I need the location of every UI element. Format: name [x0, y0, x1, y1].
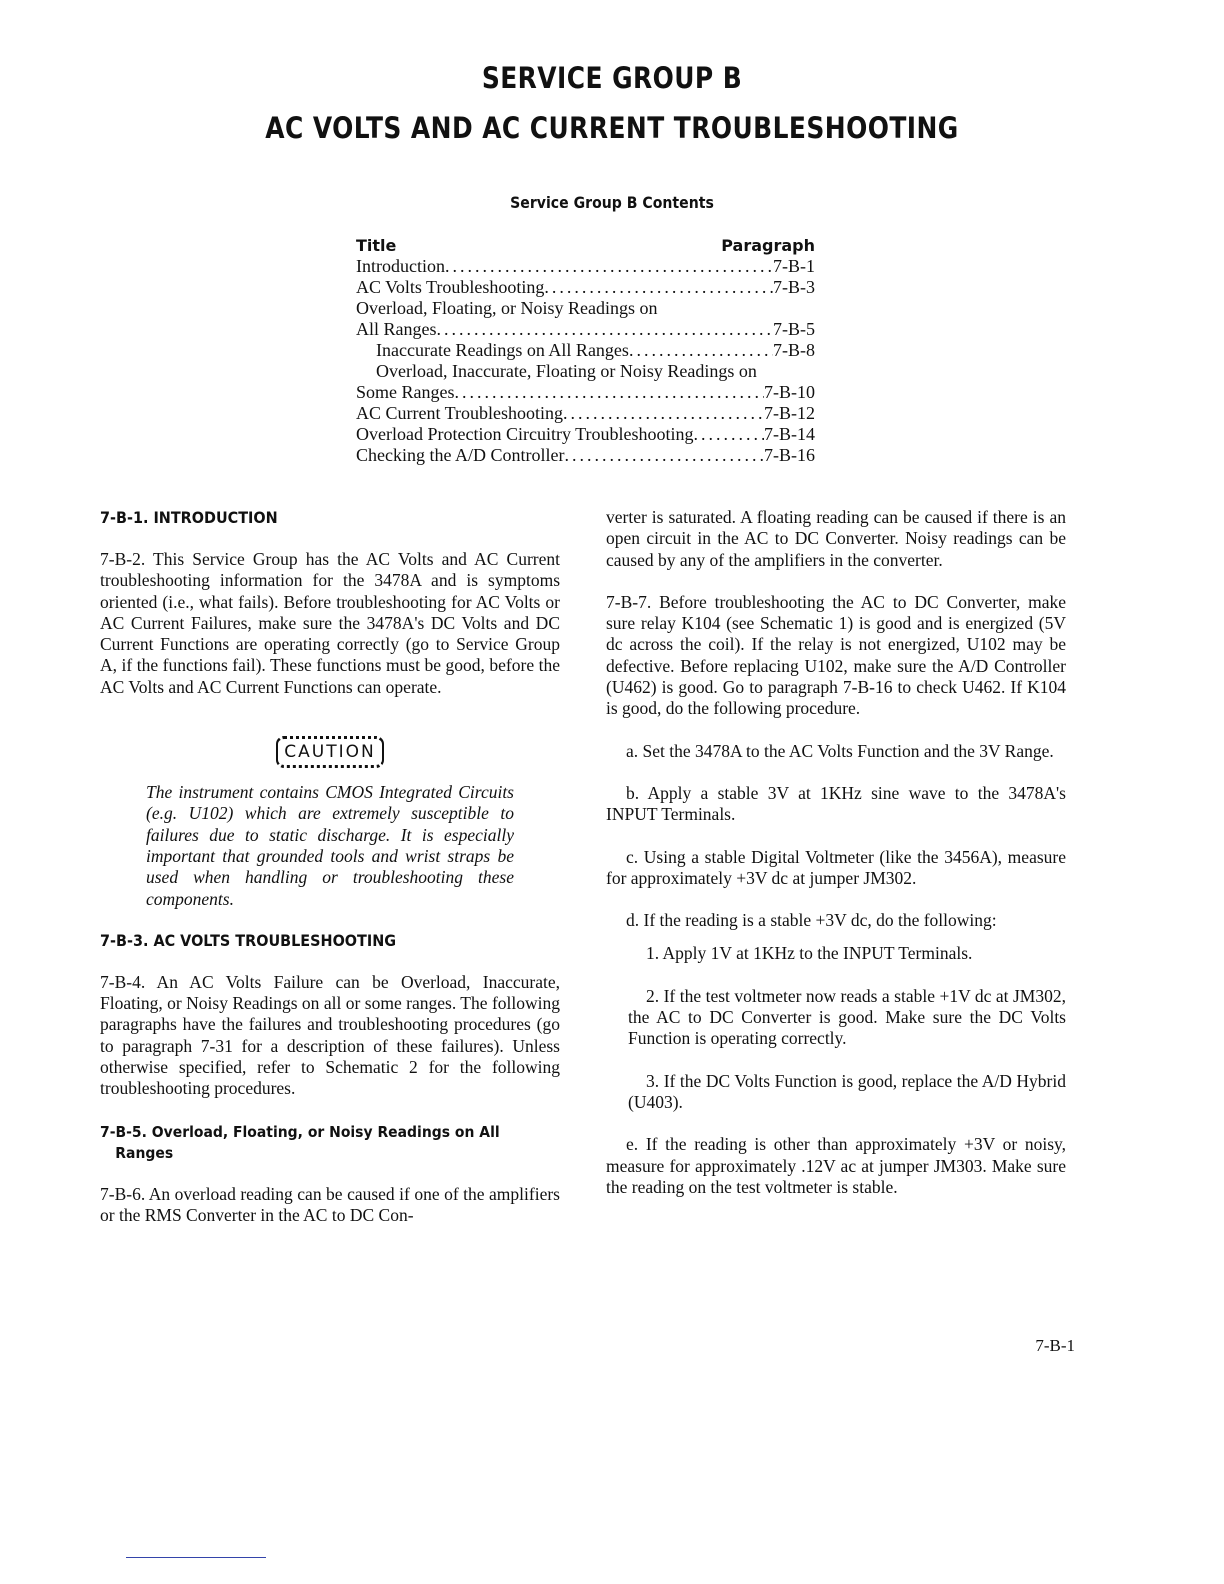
toc-row-number: 7-B-16 [764, 445, 815, 465]
page-title-line-1: SERVICE GROUP B [481, 61, 743, 95]
right-column [606, 507, 1066, 1198]
step-a: a. Set the 3478A to the AC Volts Function and the 3V Range. [626, 740, 1054, 761]
left-column [100, 507, 560, 1226]
sub-step-2: 2. If the test voltmeter now reads a stable +1V dc at JM302, the AC to DC Converter is good. Make sure the DC Volts Function is operating correctly. [628, 985, 1066, 1049]
step-e: e. If the reading is other than approximately +3V or noisy, measure for approximately .12V ac at jumper JM303. Make sure the reading on the test voltmeter is stable. [606, 1134, 1066, 1197]
paragraph-7-b-4: 7-B-4. An AC Volts Failure can be Overload, Inaccurate, Floating, or Noisy Readings on all or some ranges. The following paragraphs have the failures and troubleshooting procedures (go to paragraph 7-31 for a description of these failures). Unless otherwise specified, refer to Schematic 2 for the following troubleshooting procedures. [100, 971, 560, 1099]
toc-row-number: 7-B-1 [773, 256, 815, 276]
paragraph-continued: verter is saturated. A floating reading can be caused if there is an open circuit in the AC to DC Converter. Noisy readings can be caused by any of the amplifiers in the converter. [606, 507, 1066, 570]
toc-row-label: Overload Protection Circuitry Troubleshooting [356, 424, 694, 444]
step-c: c. Using a stable Digital Voltmeter (like the 3456A), measure for approximately +3V dc at jumper JM302. [606, 846, 1066, 888]
table-of-contents [356, 235, 815, 466]
toc-row-label: AC Volts Troubleshooting [356, 277, 545, 297]
toc-row-number: 7-B-14 [764, 424, 815, 444]
toc-row [356, 319, 815, 340]
introduction-heading: 7-B-1. INTRODUCTION [100, 508, 278, 527]
toc-title-column-header: Title [356, 236, 397, 255]
step-d: d. If the reading is a stable +3V dc, do the following: [626, 910, 997, 931]
toc-row-label: All Ranges [356, 319, 437, 339]
toc-row [356, 445, 815, 466]
toc-row-label: Introduction [356, 256, 445, 276]
toc-row-label: Checking the A/D Controller [356, 445, 565, 465]
sub-heading-line-1: 7-B-5. Overload, Floating, or Noisy Readings on All [100, 1122, 500, 1141]
toc-row-number: 7-B-5 [773, 319, 815, 339]
toc-row [356, 277, 815, 298]
toc-row-label: Some Ranges [356, 382, 455, 402]
toc-row-label: Inaccurate Readings on All Ranges [376, 340, 629, 360]
toc-row [356, 256, 815, 277]
toc-row [356, 382, 815, 403]
toc-header [356, 235, 815, 256]
toc-row-label: AC Current Troubleshooting [356, 403, 564, 423]
toc-row [356, 298, 815, 319]
sub-step-3: 3. If the DC Volts Function is good, replace the A/D Hybrid (U403). [628, 1070, 1066, 1112]
toc-paragraph-column-header: Paragraph [721, 236, 815, 255]
paragraph-7-b-2: 7-B-2. This Service Group has the AC Volts and AC Current troubleshooting information for the 3478A and is symptoms oriented (i.e., what fails). Before troubleshooting for AC Volts or AC Current Failures, make sure the 3478A's DC Volts and DC Current Functions are operating correctly (go to Service Group A, if the functions fail). These functions must be good, before the AC Volts and AC Current Functions can operate. [100, 549, 560, 697]
toc-row-number: 7-B-3 [773, 277, 815, 297]
toc-row-label: Overload, Inaccurate, Floating or Noisy Readings on [376, 361, 757, 381]
toc-row [356, 340, 815, 361]
toc-row-number: 7-B-12 [764, 403, 815, 423]
step-b: b. Apply a stable 3V at 1KHz sine wave to the 3478A's INPUT Terminals. [606, 782, 1066, 825]
toc-row-label: Overload, Floating, or Noisy Readings on [356, 298, 658, 318]
sub-heading-line-2: Ranges [115, 1143, 174, 1162]
caution-text: The instrument contains CMOS Integrated Circuits (e.g. U102) which are extremely susceptible to failures due to static discharge. It is especially important that grounded tools and wrist straps be used when handling or troubleshooting these components. [146, 782, 514, 909]
toc-row [356, 403, 815, 424]
caution-label: CAUTION [276, 736, 383, 768]
toc-row [356, 424, 815, 445]
page-number: 7-B-1 [1035, 1336, 1075, 1355]
toc-row-number: 7-B-8 [773, 340, 815, 360]
toc-row [356, 361, 815, 382]
contents-heading: Service Group B Contents [510, 193, 714, 212]
sub-step-1: 1. Apply 1V at 1KHz to the INPUT Terminals. [646, 943, 973, 964]
paragraph-7-b-7: 7-B-7. Before troubleshooting the AC to DC Converter, make sure relay K104 (see Schematic 1) is good and is energized (5V dc across the coil). If the relay is not energized, U102 may be defective. Before replacing U102, make sure the A/D Controller (U462) is good. Go to paragraph 7-B-16 to check U462. If K104 is good, do the following procedure. [606, 591, 1066, 719]
page-title-line-2: AC VOLTS AND AC CURRENT TROUBLESHOOTING [265, 111, 959, 145]
ac-volts-troubleshooting-heading: 7-B-3. AC VOLTS TROUBLESHOOTING [100, 930, 397, 950]
paragraph-7-b-6: 7-B-6. An overload reading can be caused if one of the amplifiers or the RMS Converter in the AC to DC Con- [100, 1183, 560, 1225]
footer-rule [126, 1557, 266, 1558]
toc-row-number: 7-B-10 [764, 382, 815, 402]
sub-heading-7-b-5 [100, 1122, 560, 1164]
caution-box [100, 736, 560, 768]
